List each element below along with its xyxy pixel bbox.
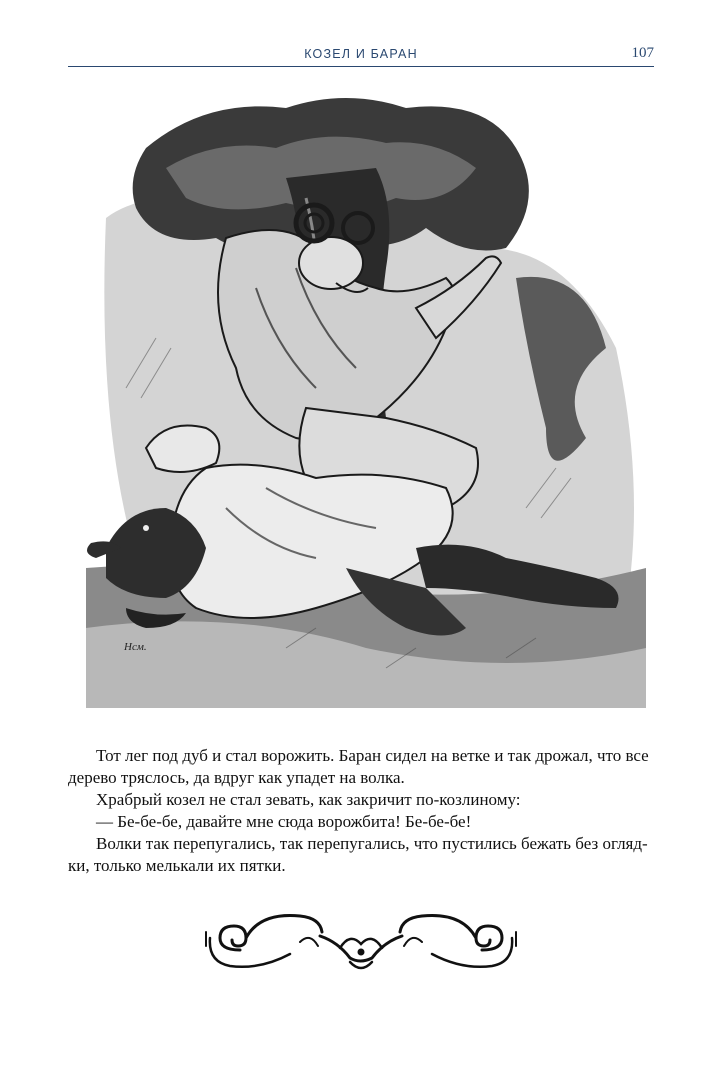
svg-text:Нсм.: Нсм. bbox=[124, 641, 147, 653]
text-line: Храбрый козел не стал зевать, как закричит по-козлиному: bbox=[96, 790, 521, 809]
text-line: дерево тряслось, да вдруг как упадет на волка. bbox=[68, 768, 405, 787]
page-number: 107 bbox=[631, 45, 654, 61]
text-line: — Бе-бе-бе, давайте мне сюда ворожбита! Бе-бе-бе! bbox=[96, 812, 472, 831]
running-title: КОЗЕЛ И БАРАН bbox=[304, 47, 418, 61]
illustration-goat-and-ram bbox=[86, 88, 646, 708]
text-line: Тот лег под дуб и стал ворожить. Баран сидел на ветке и так дрожал, что все bbox=[96, 746, 649, 765]
text-line: Волки так перепугались, так перепугались, что пустились бежать без огляд- bbox=[96, 834, 648, 853]
text-line: ки, только мелькали их пятки. bbox=[68, 856, 286, 875]
running-header bbox=[68, 44, 654, 67]
decorative-flourish-icon bbox=[200, 902, 522, 980]
story-text bbox=[68, 745, 655, 877]
